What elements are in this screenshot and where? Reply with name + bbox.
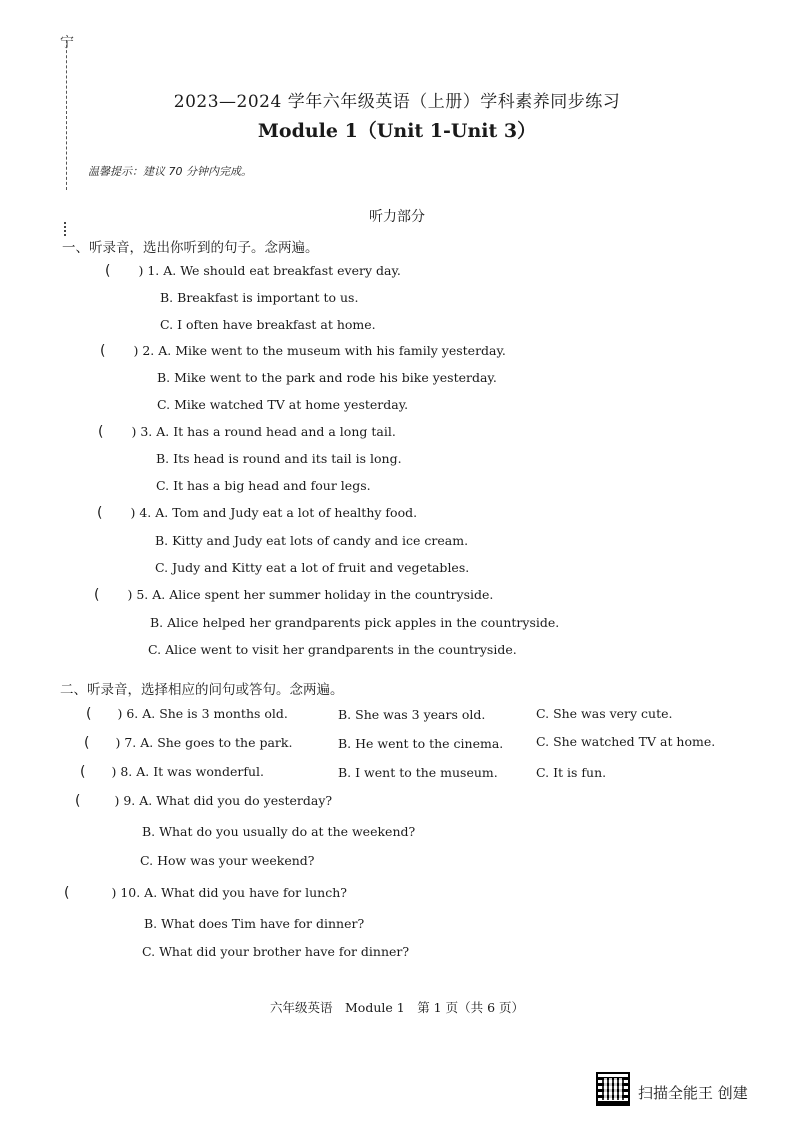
time-tip: 温馨提示：建议 70 分钟内完成。 (88, 165, 252, 178)
answer-blank[interactable]: ( (100, 343, 106, 359)
option-c: C. Mike watched TV at home yesterday. (157, 397, 409, 412)
option-c: C. What did your brother have for dinner? (142, 944, 410, 959)
question-3 (98, 424, 396, 440)
question-6 (86, 706, 288, 722)
answer-blank[interactable]: ( (75, 793, 81, 809)
option-a: ) 6. A. She is 3 months old. (117, 706, 288, 721)
option-c: C. Judy and Kitty eat a lot of fruit and vegetables. (155, 560, 470, 575)
option-b: B. Mike went to the park and rode his bike yesterday. (157, 370, 497, 385)
answer-blank[interactable]: ( (80, 764, 86, 780)
option-b: B. I went to the museum. (338, 765, 498, 780)
option-a: ) 3. A. It has a round head and a long tail. (131, 424, 396, 439)
option-a: ) 5. A. Alice spent her summer holiday in the countryside. (127, 587, 494, 602)
question-2 (100, 343, 506, 359)
answer-blank[interactable]: ( (94, 587, 100, 603)
question-10 (64, 885, 347, 901)
option-b: B. She was 3 years old. (338, 707, 486, 722)
page-subtitle: Module 1（Unit 1-Unit 3） (257, 120, 537, 142)
option-a: ) 9. A. What did you do yesterday? (114, 793, 333, 808)
option-c: C. I often have breakfast at home. (160, 317, 376, 332)
answer-blank[interactable]: ( (64, 885, 70, 901)
option-b: B. What does Tim have for dinner? (144, 916, 365, 931)
option-a: ) 4. A. Tom and Judy eat a lot of healthy food. (130, 505, 418, 520)
question-8 (80, 764, 264, 780)
question-9 (75, 793, 332, 809)
answer-blank[interactable]: ( (84, 735, 90, 751)
page-title: 2023—2024 学年六年级英语（上册）学科素养同步练习 (173, 92, 621, 112)
option-b: B. He went to the cinema. (338, 736, 504, 751)
option-b: B. Its head is round and its tail is long. (156, 451, 402, 466)
option-a: ) 8. A. It was wonderful. (111, 764, 264, 779)
question-1 (105, 263, 401, 279)
question-5 (94, 587, 493, 603)
binding-line (66, 40, 67, 190)
answer-blank[interactable]: ( (98, 424, 104, 440)
option-b: B. What do you usually do at the weekend? (142, 824, 416, 839)
answer-blank[interactable]: ( (105, 263, 111, 279)
option-a: ) 7. A. She goes to the park. (115, 735, 293, 750)
option-b: B. Kitty and Judy eat lots of candy and ice cream. (155, 533, 469, 548)
option-c: C. Alice went to visit her grandparents in the countryside. (148, 642, 517, 657)
option-c: C. It has a big head and four legs. (156, 478, 371, 493)
qr-code-icon (596, 1072, 630, 1106)
part2-instruction: 二、听录音，选择相应的问句或答句。念两遍。 (60, 682, 344, 698)
margin-mark: 宁 (60, 35, 74, 51)
question-7 (84, 735, 292, 751)
option-b: B. Alice helped her grandparents pick apples in the countryside. (150, 615, 560, 630)
option-a: ) 1. A. We should eat breakfast every day. (138, 263, 401, 278)
answer-blank[interactable]: ( (97, 505, 103, 521)
scanner-watermark: 扫描全能王 创建 (638, 1084, 748, 1102)
option-c: C. It is fun. (536, 765, 607, 780)
listening-heading: 听力部分 (369, 209, 425, 225)
part1-instruction: 一、听录音，选出你听到的句子。念两遍。 (62, 240, 319, 256)
option-c: C. She watched TV at home. (536, 734, 716, 749)
option-c: C. She was very cute. (536, 706, 673, 721)
question-4 (97, 505, 417, 521)
answer-blank[interactable]: ( (86, 706, 92, 722)
page-footer: 六年级英语 Module 1 第 1 页（共 6 页） (270, 1000, 524, 1015)
option-a: ) 2. A. Mike went to the museum with his family yesterday. (133, 343, 506, 358)
option-c: C. How was your weekend? (140, 853, 315, 868)
option-b: B. Breakfast is important to us. (160, 290, 359, 305)
option-a: ) 10. A. What did you have for lunch? (111, 885, 347, 900)
